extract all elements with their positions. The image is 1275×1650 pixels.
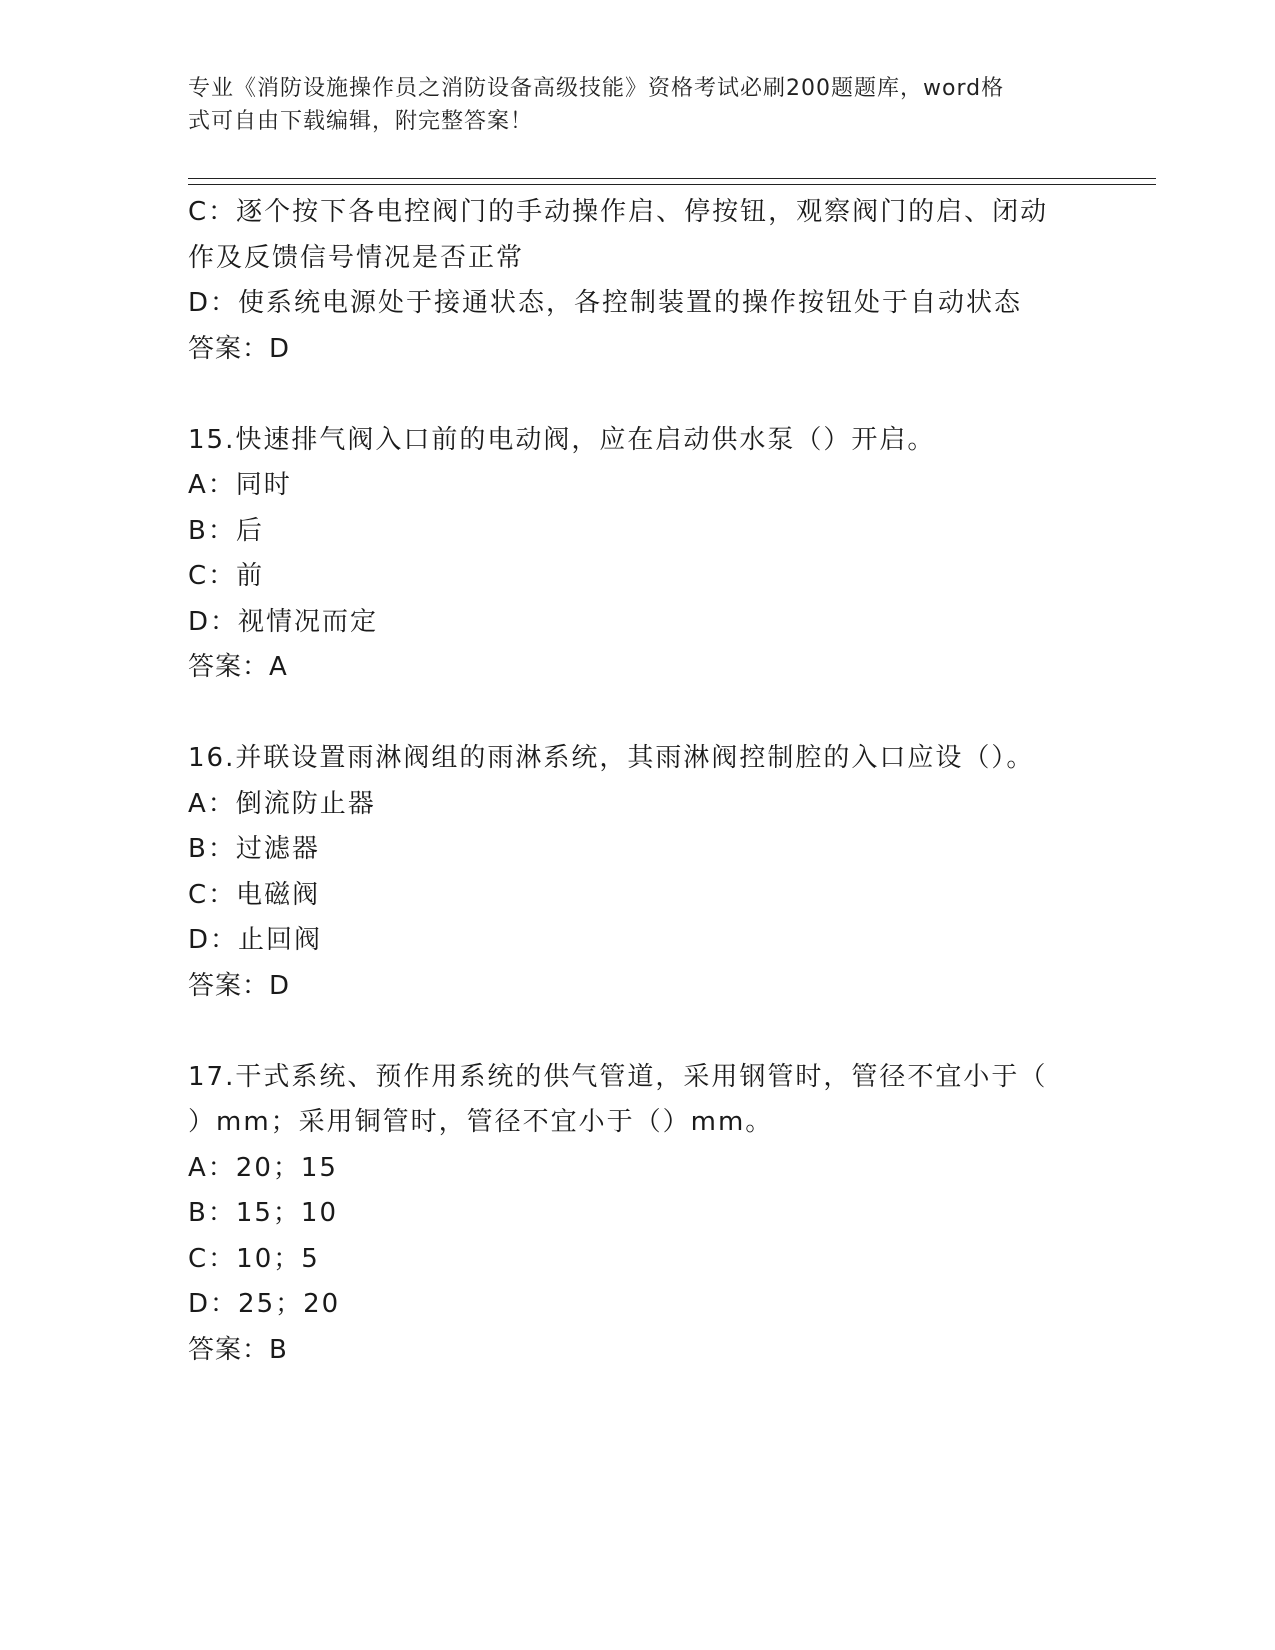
- option-c-continued: 作及反馈信号情况是否正常: [188, 242, 525, 273]
- question-stem: 15.快速排气阀入口前的电动阀，应在启动供水泵（）开启。: [188, 424, 936, 455]
- option-c: C：逐个按下各电控阀门的手动操作启、停按钮，观察阀门的启、闭动: [188, 197, 1049, 227]
- option-c: C：电磁阀: [188, 879, 321, 910]
- option-c: C：前: [188, 561, 265, 591]
- spacer: [188, 1009, 1088, 1055]
- answer: 答案：B: [188, 1334, 288, 1365]
- question-list: [188, 190, 1088, 1373]
- option-c: C：10；5: [188, 1243, 320, 1274]
- option-d: D：止回阀: [188, 925, 323, 955]
- answer: 答案：D: [188, 333, 291, 364]
- question-stem-continued: ）mm；采用铜管时，管径不宜小于（）mm。: [188, 1107, 774, 1137]
- option-a: A：同时: [188, 470, 292, 500]
- question-14-continued: [188, 190, 1088, 372]
- option-d: D：使系统电源处于接通状态，各控制装置的操作按钮处于自动状态: [188, 288, 1023, 318]
- question-stem: 16.并联设置雨淋阀组的雨淋系统，其雨淋阀控制腔的入口应设（）。: [188, 743, 1035, 773]
- answer: 答案：D: [188, 970, 291, 1001]
- spacer: [188, 691, 1088, 737]
- option-a: A：倒流防止器: [188, 788, 376, 819]
- question-17: [188, 1055, 1088, 1374]
- question-stem: 17.干式系统、预作用系统的供气管道，采用钢管时，管径不宜小于（: [188, 1061, 1048, 1092]
- option-b: B：后: [188, 515, 264, 546]
- header-double-rule: [188, 178, 1156, 185]
- option-d: D：视情况而定: [188, 606, 379, 637]
- document-header: [188, 72, 1068, 138]
- spacer: [188, 372, 1088, 418]
- answer: 答案：A: [188, 652, 288, 682]
- header-line-1: 专业《消防设施操作员之消防设备高级技能》资格考试必刷200题题库，word格: [188, 76, 1005, 101]
- option-a: A：20；15: [188, 1152, 338, 1183]
- option-b: B：15；10: [188, 1198, 339, 1228]
- header-line-2: 式可自由下载编辑，附完整答案！: [188, 109, 534, 134]
- question-15: [188, 418, 1088, 691]
- option-d: D：25；20: [188, 1289, 341, 1319]
- question-16: [188, 736, 1088, 1009]
- option-b: B：过滤器: [188, 834, 320, 864]
